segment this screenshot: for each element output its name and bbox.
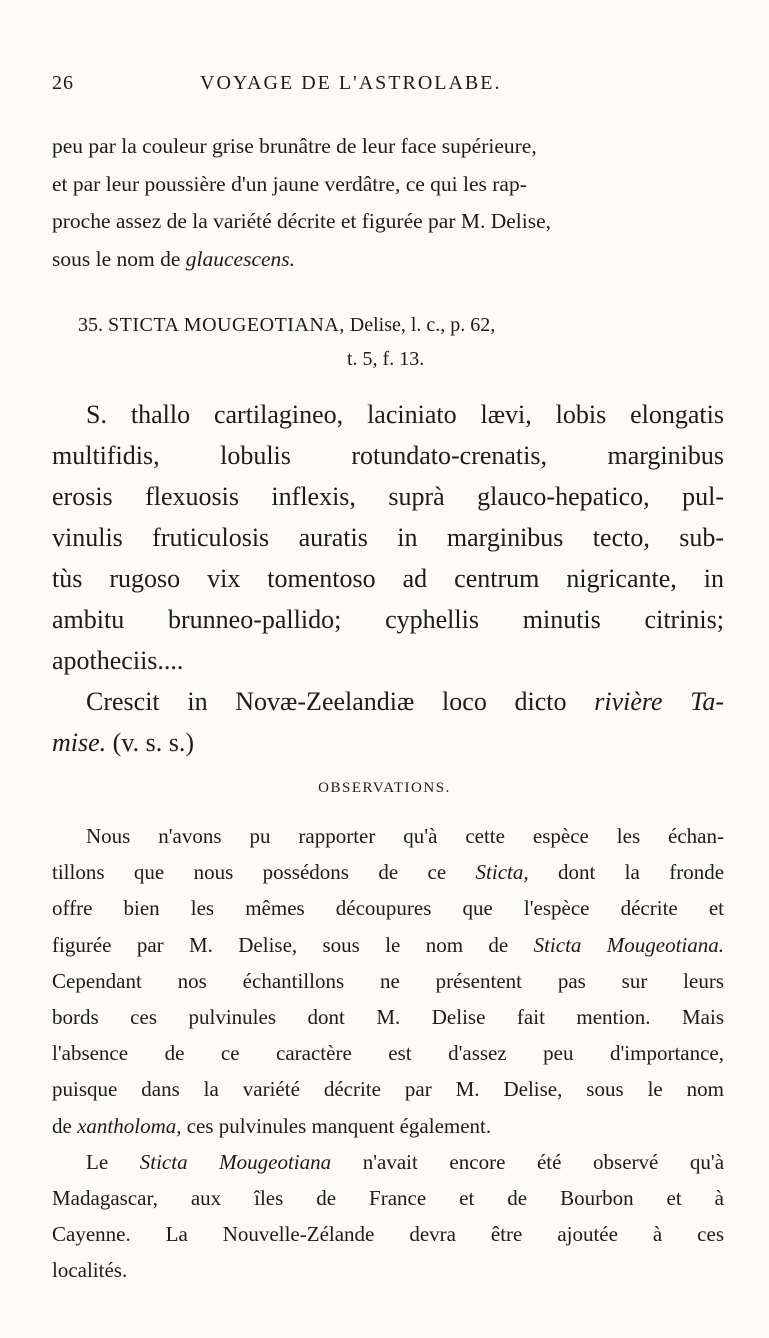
text-line: Nous n'avons pu rapporter qu'à cette espèce les échan- [86,824,724,848]
species-entry-heading [52,308,724,376]
observations-text [52,818,724,1289]
text-line: Cayenne. La Nouvelle-Zélande devra être ajoutée à ces [52,1222,724,1247]
text-line: multifidis, lobulis rotundato-crenatis, marginibus [52,441,724,470]
text-line: vinulis fruticulosis auratis in marginibus tecto, sub- [52,523,724,552]
species-name: STICTA MOUGEOTIANA, [108,314,345,336]
italic-term: Sticta Mougeotiana. [533,932,725,957]
habitat-line [52,681,724,722]
entry-reference-continued: t. 5, f. 13. [347,348,425,370]
text-line [52,854,724,890]
page-header [52,72,712,106]
italic-term: Sticta, [475,860,529,885]
text-segment: dont la fronde [557,860,725,885]
text-line [52,241,724,279]
observations-heading: OBSERVATIONS. [318,780,451,796]
text-line: Cependant nos échantillons ne présentent pas sur leurs [52,968,724,993]
text-segment: ces pulvinules manquent également. [186,1113,492,1138]
running-title: VOYAGE DE L'ASTROLABE. [200,72,502,94]
text-line: Madagascar, aux îles de France et de Bourbon et à [52,1186,724,1211]
specimen-note: (v. s. s.) [112,728,195,757]
text-line: bords ces pulvinules dont M. Delise fait mention. Mais [52,1005,724,1030]
intro-paragraph [52,128,724,278]
text-segment: figurée par M. Delise, sous le nom de [52,932,509,957]
text-line: puisque dans la variété décrite par M. Delise, sous le nom [52,1077,724,1102]
text-line: offre bien les mêmes découpures que l'espèce décrite et [52,896,724,921]
text-line: localités. [52,1258,128,1283]
text-segment: Le [86,1149,109,1174]
habitat-line [52,722,724,763]
text-segment: n'avait encore été observé qu'à [362,1149,725,1174]
italic-term: xantholoma, [77,1113,182,1138]
text-line: ambitu brunneo-pallido; cyphellis minutis citrinis; [52,605,724,634]
entry-number: 35. [78,314,103,336]
text-segment: Crescit in Novæ-Zeelandiæ loco dicto [86,687,567,716]
page-number: 26 [52,72,74,94]
text-segment: tillons que nous possédons de ce [52,860,447,885]
entry-line-1 [52,308,724,342]
text-line [52,927,724,963]
italic-term: Sticta Mougeotiana [139,1149,332,1174]
text-segment: de [52,1113,72,1138]
text-line: apotheciis.... [52,646,184,675]
text-line [52,1108,724,1144]
text-line: peu par la couleur grise brunâtre de leur face supérieure, [52,134,537,158]
text-segment: sous le nom de [52,246,181,271]
text-line: et par leur poussière d'un jaune verdâtre, ce qui les rap- [52,171,527,196]
text-line: S. thallo cartilagineo, laciniato lævi, lobis elongatis [86,400,724,429]
entry-reference: Delise, l. c., p. 62, [349,314,496,336]
text-line: erosis flexuosis inflexis, suprà glauco-hepatico, pul- [52,482,724,511]
text-line [52,1144,724,1180]
text-line: l'absence de ce caractère est d'assez peu d'importance, [52,1041,724,1066]
italic-term: rivière Ta- [594,687,725,716]
italic-term: glaucescens. [185,246,296,271]
italic-term: mise. [52,728,107,757]
text-line: tùs rugoso vix tomentoso ad centrum nigricante, in [52,564,724,593]
latin-description [52,394,724,763]
text-line: proche assez de la variété décrite et figurée par M. Delise, [52,209,552,233]
